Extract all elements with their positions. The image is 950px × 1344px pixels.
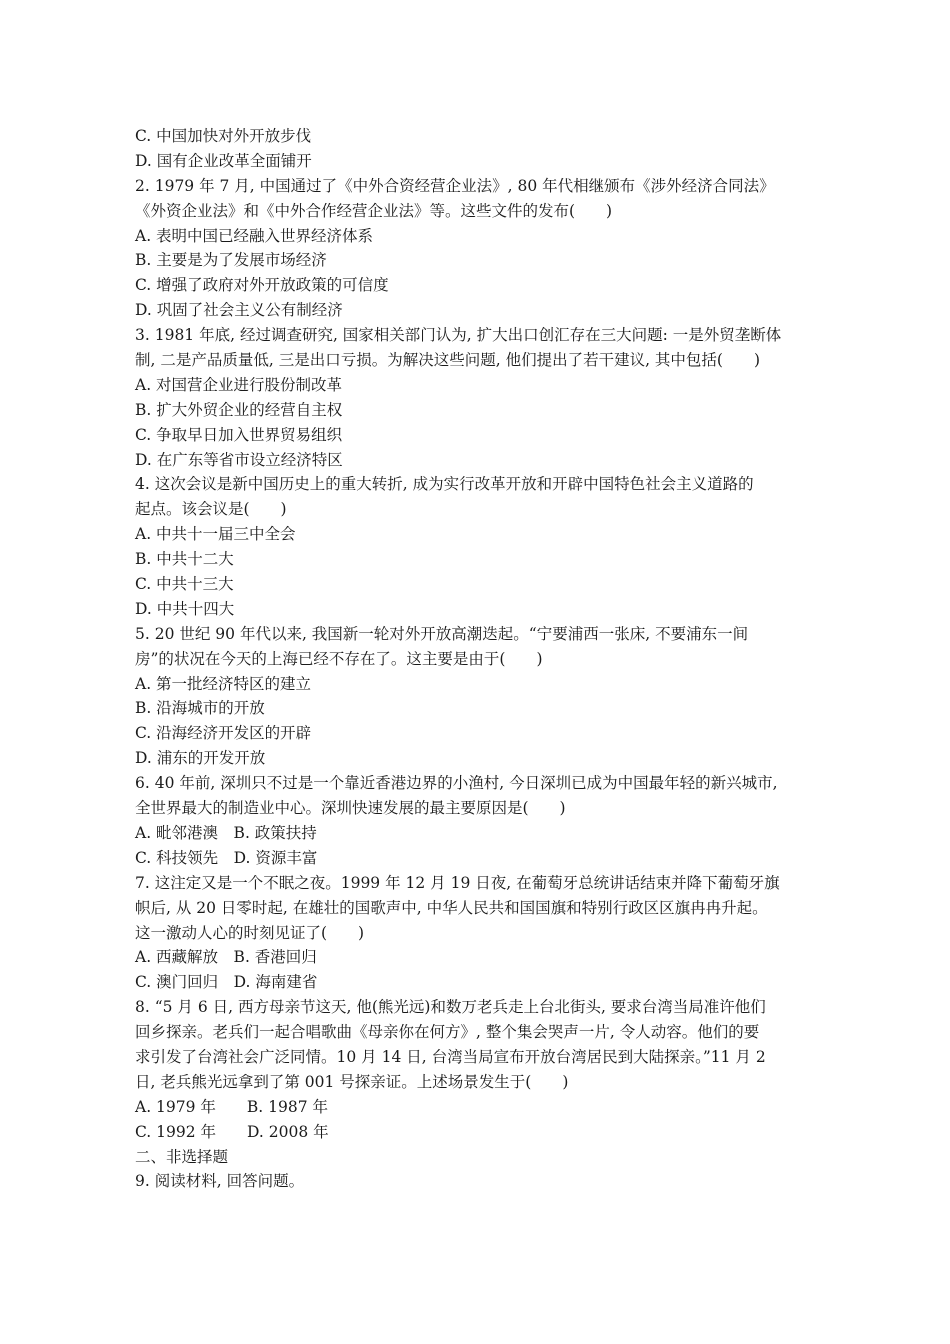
text-line: A. 中共十一届三中全会	[135, 525, 296, 544]
text-line: 求引发了台湾社会广泛同情。10 月 14 日, 台湾当局宣布开放台湾居民到大陆探亲。”11 月 2	[135, 1047, 766, 1066]
text-line: 全世界最大的制造业中心。深圳快速发展的最主要原因是( )	[135, 799, 566, 818]
text-line: D. 巩固了社会主义公有制经济	[135, 301, 343, 320]
text-line: 《外资企业法》和《中外合作经营企业法》等。这些文件的发布( )	[135, 201, 613, 220]
text-line: D. 浦东的开发开放	[135, 749, 266, 768]
text-line: 房”的状况在今天的上海已经不存在了。这主要是由于( )	[135, 649, 543, 668]
text-line: C. 争取早日加入世界贸易组织	[135, 425, 343, 444]
document-page	[135, 124, 825, 1194]
text-line: 这一激动人心的时刻见证了( )	[135, 923, 365, 942]
text-line: 日, 老兵熊光远拿到了第 001 号探亲证。上述场景发生于( )	[135, 1072, 569, 1091]
text-line: C. 澳门回归 D. 海南建省	[135, 973, 318, 992]
text-line: 起点。该会议是( )	[135, 500, 287, 519]
text-line: A. 第一批经济特区的建立	[135, 674, 312, 693]
text-line: 3. 1981 年底, 经过调查研究, 国家相关部门认为, 扩大出口创汇存在三大问题: 一是外贸垄断体	[135, 326, 782, 345]
text-line: A. 1979 年 B. 1987 年	[135, 1097, 329, 1116]
text-line: 9. 阅读材料, 回答问题。	[135, 1172, 305, 1191]
text-line: D. 国有企业改革全面铺开	[135, 151, 312, 170]
text-line: 5. 20 世纪 90 年代以来, 我国新一轮对外开放高潮迭起。“宁要浦西一张床, 不要浦东一间	[135, 624, 749, 643]
text-line: 6. 40 年前, 深圳只不过是一个靠近香港边界的小渔村, 今日深圳已成为中国最年轻的新兴城市,	[135, 774, 778, 793]
text-line: A. 对国营企业进行股份制改革	[135, 375, 343, 394]
text-line: C. 沿海经济开发区的开辟	[135, 724, 312, 743]
text-line: 2. 1979 年 7 月, 中国通过了《中外合资经营企业法》, 80 年代相继颁布《涉外经济合同法》	[135, 176, 775, 195]
text-line: A. 西藏解放 B. 香港回归	[135, 948, 317, 967]
text-line: 帜后, 从 20 日零时起, 在雄壮的国歌声中, 中华人民共和国国旗和特别行政区区旗冉冉升起。	[135, 898, 768, 917]
text-line: 7. 这注定又是一个不眠之夜。1999 年 12 月 19 日夜, 在葡萄牙总统讲话结束并降下葡萄牙旗	[135, 873, 780, 892]
text-line: 二、非选择题	[135, 1147, 229, 1166]
text-line: C. 中共十三大	[135, 575, 234, 594]
text-line: C. 增强了政府对外开放政策的可信度	[135, 276, 389, 295]
text-line: D. 中共十四大	[135, 599, 235, 618]
text-line: B. 中共十二大	[135, 550, 234, 569]
text-line: C. 科技领先 D. 资源丰富	[135, 848, 318, 867]
text-line: B. 沿海城市的开放	[135, 699, 265, 718]
text-line: C. 中国加快对外开放步伐	[135, 127, 312, 145]
text-line: A. 毗邻港澳 B. 政策扶持	[135, 823, 317, 842]
text-line: A. 表明中国已经融入世界经济体系	[135, 226, 374, 245]
text-line: 8. “5 月 6 日, 西方母亲节这天, 他(熊光远)和数万老兵走上台北街头, 要求台湾当局准许他们	[135, 998, 766, 1017]
text-line: B. 扩大外贸企业的经营自主权	[135, 400, 343, 419]
text-line: C. 1992 年 D. 2008 年	[135, 1122, 329, 1141]
text-line: 回乡探亲。老兵们一起合唱歌曲《母亲你在何方》, 整个集会哭声一片, 令人动容。他们的要	[135, 1023, 760, 1042]
text-line: 制, 二是产品质量低, 三是出口亏损。为解决这些问题, 他们提出了若干建议, 其中包括( )	[135, 351, 761, 370]
text-line: D. 在广东等省市设立经济特区	[135, 450, 343, 469]
text-line: B. 主要是为了发展市场经济	[135, 251, 327, 270]
text-line: 4. 这次会议是新中国历史上的重大转折, 成为实行改革开放和开辟中国特色社会主义道路的	[135, 475, 754, 494]
